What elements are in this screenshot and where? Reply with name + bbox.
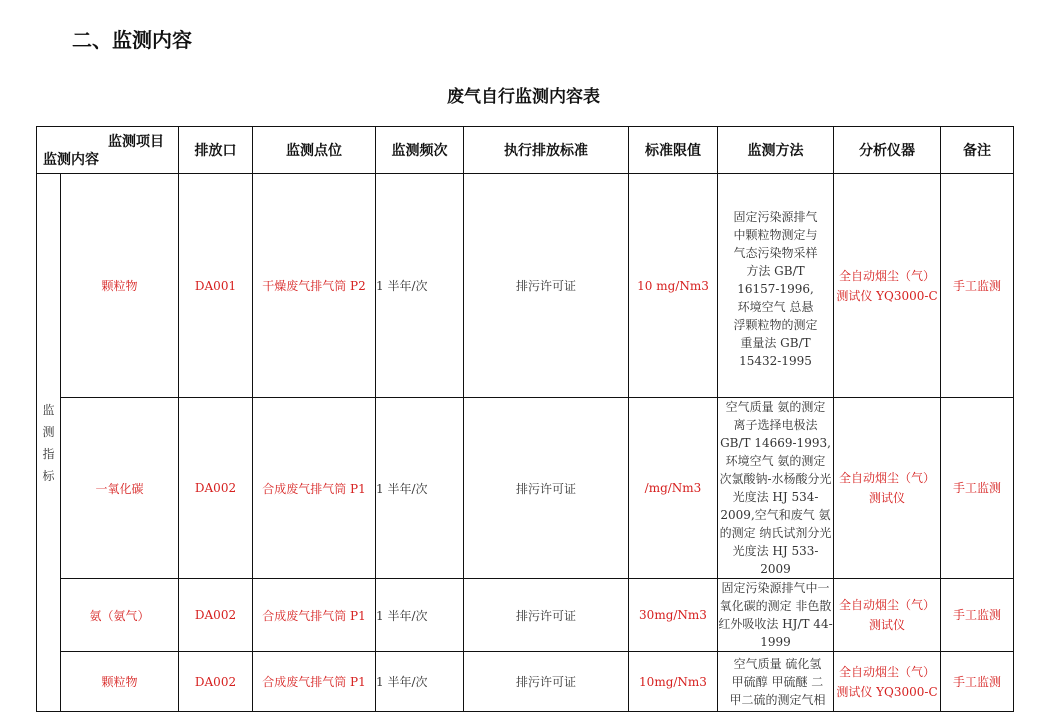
instrument-cell: 全自动烟尘（气）测试仪 YQ3000-C — [834, 174, 941, 398]
outlet-header: 排放口 — [179, 127, 253, 174]
limit-cell: 30mg/Nm3 — [629, 579, 718, 652]
standard-cell: 排污许可证 — [464, 652, 629, 712]
limit-cell: 10 mg/Nm3 — [629, 174, 718, 398]
frequency-header: 监测频次 — [376, 127, 464, 174]
frequency-cell: 1 半年/次 — [376, 398, 464, 579]
instrument-header: 分析仪器 — [834, 127, 941, 174]
method-header: 监测方法 — [718, 127, 834, 174]
outlet-cell: DA001 — [179, 174, 253, 398]
point-header: 监测点位 — [253, 127, 376, 174]
instrument-cell: 全自动烟尘（气）测试仪 YQ3000-C — [834, 652, 941, 712]
item-cell: 颗粒物 — [61, 652, 179, 712]
remark-cell: 手工监测 — [941, 579, 1014, 652]
standard-cell: 排污许可证 — [464, 579, 629, 652]
standard-cell: 排污许可证 — [464, 398, 629, 579]
header-row — [37, 127, 1014, 174]
remark-cell: 手工监测 — [941, 174, 1014, 398]
remark-cell: 手工监测 — [941, 398, 1014, 579]
point-cell: 合成废气排气筒 P1 — [253, 652, 376, 712]
limit-cell: 10mg/Nm3 — [629, 652, 718, 712]
standard-cell: 排污许可证 — [464, 174, 629, 398]
table-title: 废气自行监测内容表 — [447, 87, 600, 107]
method-cell: 空气质量 氨的测定 离子选择电极法 GB/T 14669-1993,环境空气 氨的测定 次氯酸钠-水杨酸分光光度法 HJ 534-2009,空气和废气 氨的测定 纳氏试剂分光光度法 HJ 533-2009 — [718, 398, 834, 579]
outlet-cell: DA002 — [179, 398, 253, 579]
limit-cell: /mg/Nm3 — [629, 398, 718, 579]
corner-header — [37, 127, 179, 174]
frequency-cell: 1 半年/次 — [376, 652, 464, 712]
frequency-cell: 1 半年/次 — [376, 579, 464, 652]
instrument-cell: 全自动烟尘（气）测试仪 — [834, 579, 941, 652]
corner-top-label: 监测项目 — [108, 134, 164, 150]
outlet-cell: DA002 — [179, 579, 253, 652]
table-row — [37, 398, 1014, 579]
method-cell: 固定污染源排气中一氧化碳的测定 非色散红外吸收法 HJ/T 44-1999 — [718, 579, 834, 652]
standard-header: 执行排放标准 — [464, 127, 629, 174]
method-cell: 固定污染源排气中颗粒物测定与气态污染物采样方法 GB/T 16157-1996,环境空气 总悬浮颗粒物的测定 重量法 GB/T 15432-1995 — [718, 174, 834, 398]
point-cell: 合成废气排气筒 P1 — [253, 398, 376, 579]
corner-bottom-label: 监测内容 — [43, 152, 99, 168]
remark-cell: 手工监测 — [941, 652, 1014, 712]
item-cell: 一氧化碳 — [61, 398, 179, 579]
section-heading: 二、监测内容 — [72, 28, 192, 52]
group-label: 监 测 指 标 — [37, 174, 61, 712]
monitoring-table — [36, 126, 1014, 712]
item-cell: 颗粒物 — [61, 174, 179, 398]
table-row — [37, 174, 1014, 398]
instrument-cell: 全自动烟尘（气）测试仪 — [834, 398, 941, 579]
point-cell: 合成废气排气筒 P1 — [253, 579, 376, 652]
remark-header: 备注 — [941, 127, 1014, 174]
table-row — [37, 579, 1014, 652]
table-row — [37, 652, 1014, 712]
limit-header: 标准限值 — [629, 127, 718, 174]
item-cell: 氨（氨气） — [61, 579, 179, 652]
outlet-cell: DA002 — [179, 652, 253, 712]
frequency-cell: 1 半年/次 — [376, 174, 464, 398]
point-cell: 干燥废气排气筒 P2 — [253, 174, 376, 398]
method-cell: 空气质量 硫化氢 甲硫醇 甲硫醚 二甲二硫的测定气相 — [718, 652, 834, 712]
